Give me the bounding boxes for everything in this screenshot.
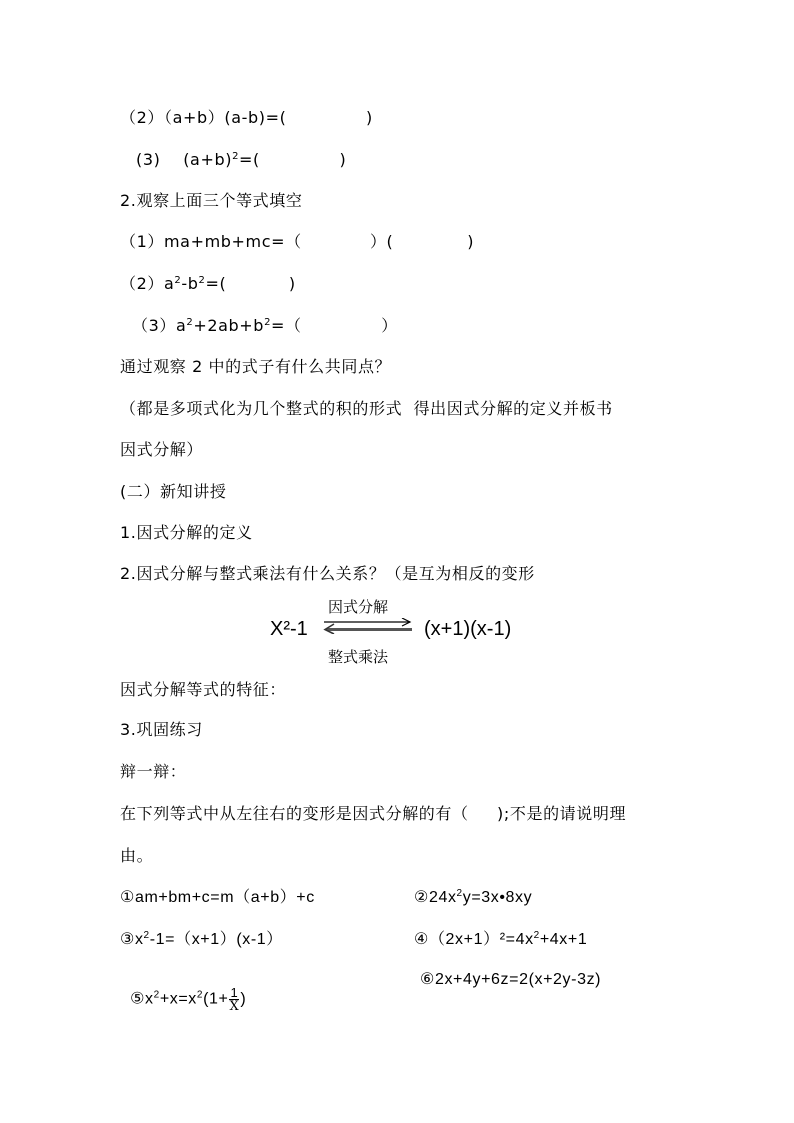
double-arrow-icon — [322, 618, 414, 634]
label-polynomial-multiplication: 整式乘法 — [328, 648, 389, 666]
option-2: $②24x^2y=3x•8xy$ — [414, 888, 533, 906]
answer-line-1: （都是多项式化为几个整式的积的形式 得出因式分解的定义并板书 — [120, 399, 613, 418]
section-new-knowledge: (二）新知讲授 — [120, 482, 227, 501]
fraction-one-over-x: $\frac{1}{X}$ — [229, 985, 240, 1014]
option-5: $⑤x^2+x=x^2(1+$ $\frac{1}{X}$ ) — [130, 985, 247, 1014]
option-3: $③x^2-1=(x+1)(x-1)$ — [120, 930, 283, 948]
item-relation: 2.因式分解与整式乘法有什么关系？（是互为相反的变形 — [120, 564, 535, 583]
option-4: $④(2x+1)^2=4x^2+4x+1$ — [414, 930, 588, 948]
heading-observe-fill: 2.观察上面三个等式填空 — [120, 191, 303, 210]
question-line-1: 在下列等式中从左往右的变形是因式分解的有（ );不是的请说明理 — [120, 804, 627, 823]
question-common-point: 通过观察 2 中的式子有什么共同点？ — [120, 357, 392, 376]
item-definition: 1.因式分解的定义 — [120, 523, 253, 542]
option-6: ⑥2x+4y+6z=2(x+2y-3z) — [420, 971, 602, 988]
expr-right: (x+1)(x-1) — [424, 618, 512, 640]
discuss-label: 辩一辩： — [120, 762, 187, 781]
line-fill-3: $(3)a^2+2ab+b^2=$（ ） — [132, 316, 398, 335]
line-3-ab-square: (3) $(a+b)^2=$( ) — [136, 150, 347, 169]
features-line: 因式分解等式的特征： — [120, 680, 287, 699]
factorization-diagram — [270, 596, 530, 668]
expr-left: X²-1 — [270, 618, 308, 640]
label-factorization: 因式分解 — [328, 598, 389, 616]
line-fill-2: $(2)a^2-b^2=$( ) — [120, 274, 296, 293]
question-line-2: 由。 — [120, 846, 154, 865]
line-2-ab-product: （2）（a+b）(a-b)=( ) — [120, 108, 373, 127]
item-practice: 3.巩固练习 — [120, 720, 203, 739]
option-1: ①am+bm+c=m（a+b）+c — [120, 889, 315, 906]
answer-line-2: 因式分解） — [120, 440, 204, 459]
line-fill-1: （1）ma+mb+mc=（ ）( ) — [120, 232, 475, 251]
